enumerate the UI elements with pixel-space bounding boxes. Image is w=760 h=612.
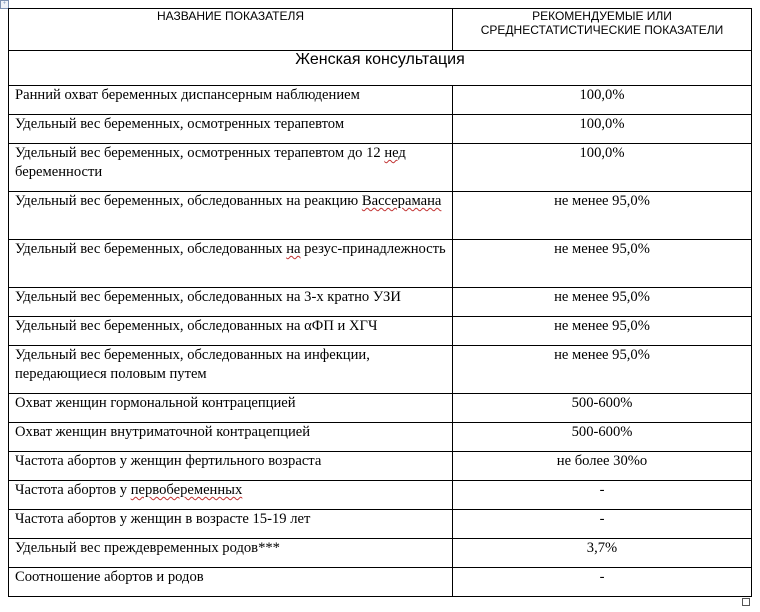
indicator-value: не менее 95,0% [453,288,752,317]
indicator-text: Охват женщин внутриматочной контрацепцией [15,424,311,440]
indicator-name [9,510,453,539]
table-row [9,452,752,481]
indicator-name [9,423,453,452]
indicator-text: Частота абортов у женщин фертильного возраста [15,453,322,469]
indicator-value: не более 30%о [453,452,752,481]
spellcheck-word: первобеременных [130,482,243,498]
indicator-text-tail: резус-принадлежность [300,241,446,257]
section-row [9,51,752,86]
table-resize-handle[interactable] [742,598,750,606]
table-row [9,481,752,510]
table-row [9,144,752,192]
indicator-text: Ранний охват беременных диспансерным наблюдением [15,87,360,103]
indicator-name [9,394,453,423]
indicator-text: Удельный вес беременных, обследованных на реакцию [15,193,362,209]
indicator-value: не менее 95,0% [453,346,752,394]
indicator-text: Охват женщин гормональной контрацепцией [15,395,296,411]
spellcheck-word: на [286,241,301,257]
indicator-name [9,240,453,288]
table-row [9,346,752,394]
indicator-name [9,539,453,568]
spellcheck-word: нед [384,145,406,161]
indicator-text: Удельный вес беременных, обследованных на 3-х кратно УЗИ [15,289,401,305]
indicator-name [9,144,453,192]
indicator-value: 100,0% [453,115,752,144]
indicator-value: не менее 95,0% [453,317,752,346]
indicator-name [9,346,453,394]
indicator-name [9,192,453,240]
indicator-name [9,452,453,481]
indicator-value: 500-600% [453,394,752,423]
indicator-value: 3,7% [453,539,752,568]
header-col2-line2: СРЕДНЕСТАТИСТИЧЕСКИЕ ПОКАЗАТЕЛИ [480,23,724,37]
indicator-text: Соотношение абортов и родов [15,569,204,585]
indicator-name [9,568,453,597]
indicators-table [8,8,752,597]
indicator-text: Удельный вес беременных, осмотренных терапевтом [15,116,345,132]
table-row [9,539,752,568]
header-indicator-name: НАЗВАНИЕ ПОКАЗАТЕЛЯ [9,9,453,51]
indicator-text: Удельный вес беременных, обследованных на αФП и ХГЧ [15,318,378,334]
indicator-text: Частота абортов у женщин в возрасте 15-19 лет [15,511,311,527]
table-row [9,423,752,452]
indicator-value: 100,0% [453,144,752,192]
indicator-text: Удельный вес беременных, осмотренных терапевтом до 12 [15,145,385,161]
indicator-value: 100,0% [453,86,752,115]
header-recommended-values [453,9,752,51]
table-row [9,288,752,317]
indicator-value: - [453,568,752,597]
indicator-value: - [453,481,752,510]
indicator-text: Удельный вес преждевременных родов*** [15,540,280,556]
table-row [9,568,752,597]
indicator-text: Удельный вес беременных, обследованных [15,241,287,257]
table-row [9,86,752,115]
table-row [9,115,752,144]
indicator-text: Частота абортов у [15,482,131,498]
indicator-name [9,317,453,346]
indicator-value: 500-600% [453,423,752,452]
indicator-value: не менее 95,0% [453,240,752,288]
indicator-value: - [453,510,752,539]
indicator-name [9,481,453,510]
table-row [9,240,752,288]
section-title: Женская консультация [9,51,752,86]
indicator-name [9,115,453,144]
indicator-name [9,86,453,115]
indicator-name [9,288,453,317]
spellcheck-word: Вассерамана [361,193,442,209]
table-move-handle[interactable]: + [0,0,9,9]
header-col2-line1: РЕКОМЕНДУЕМЫЕ ИЛИ [532,9,672,23]
table-row [9,510,752,539]
indicator-value: не менее 95,0% [453,192,752,240]
indicator-text-tail: беременности [15,164,103,180]
table-header-row [9,9,752,51]
indicator-text: Удельный вес беременных, обследованных на инфекции, передающиеся половым путем [15,347,370,382]
table-row [9,192,752,240]
table-row [9,394,752,423]
table-row [9,317,752,346]
